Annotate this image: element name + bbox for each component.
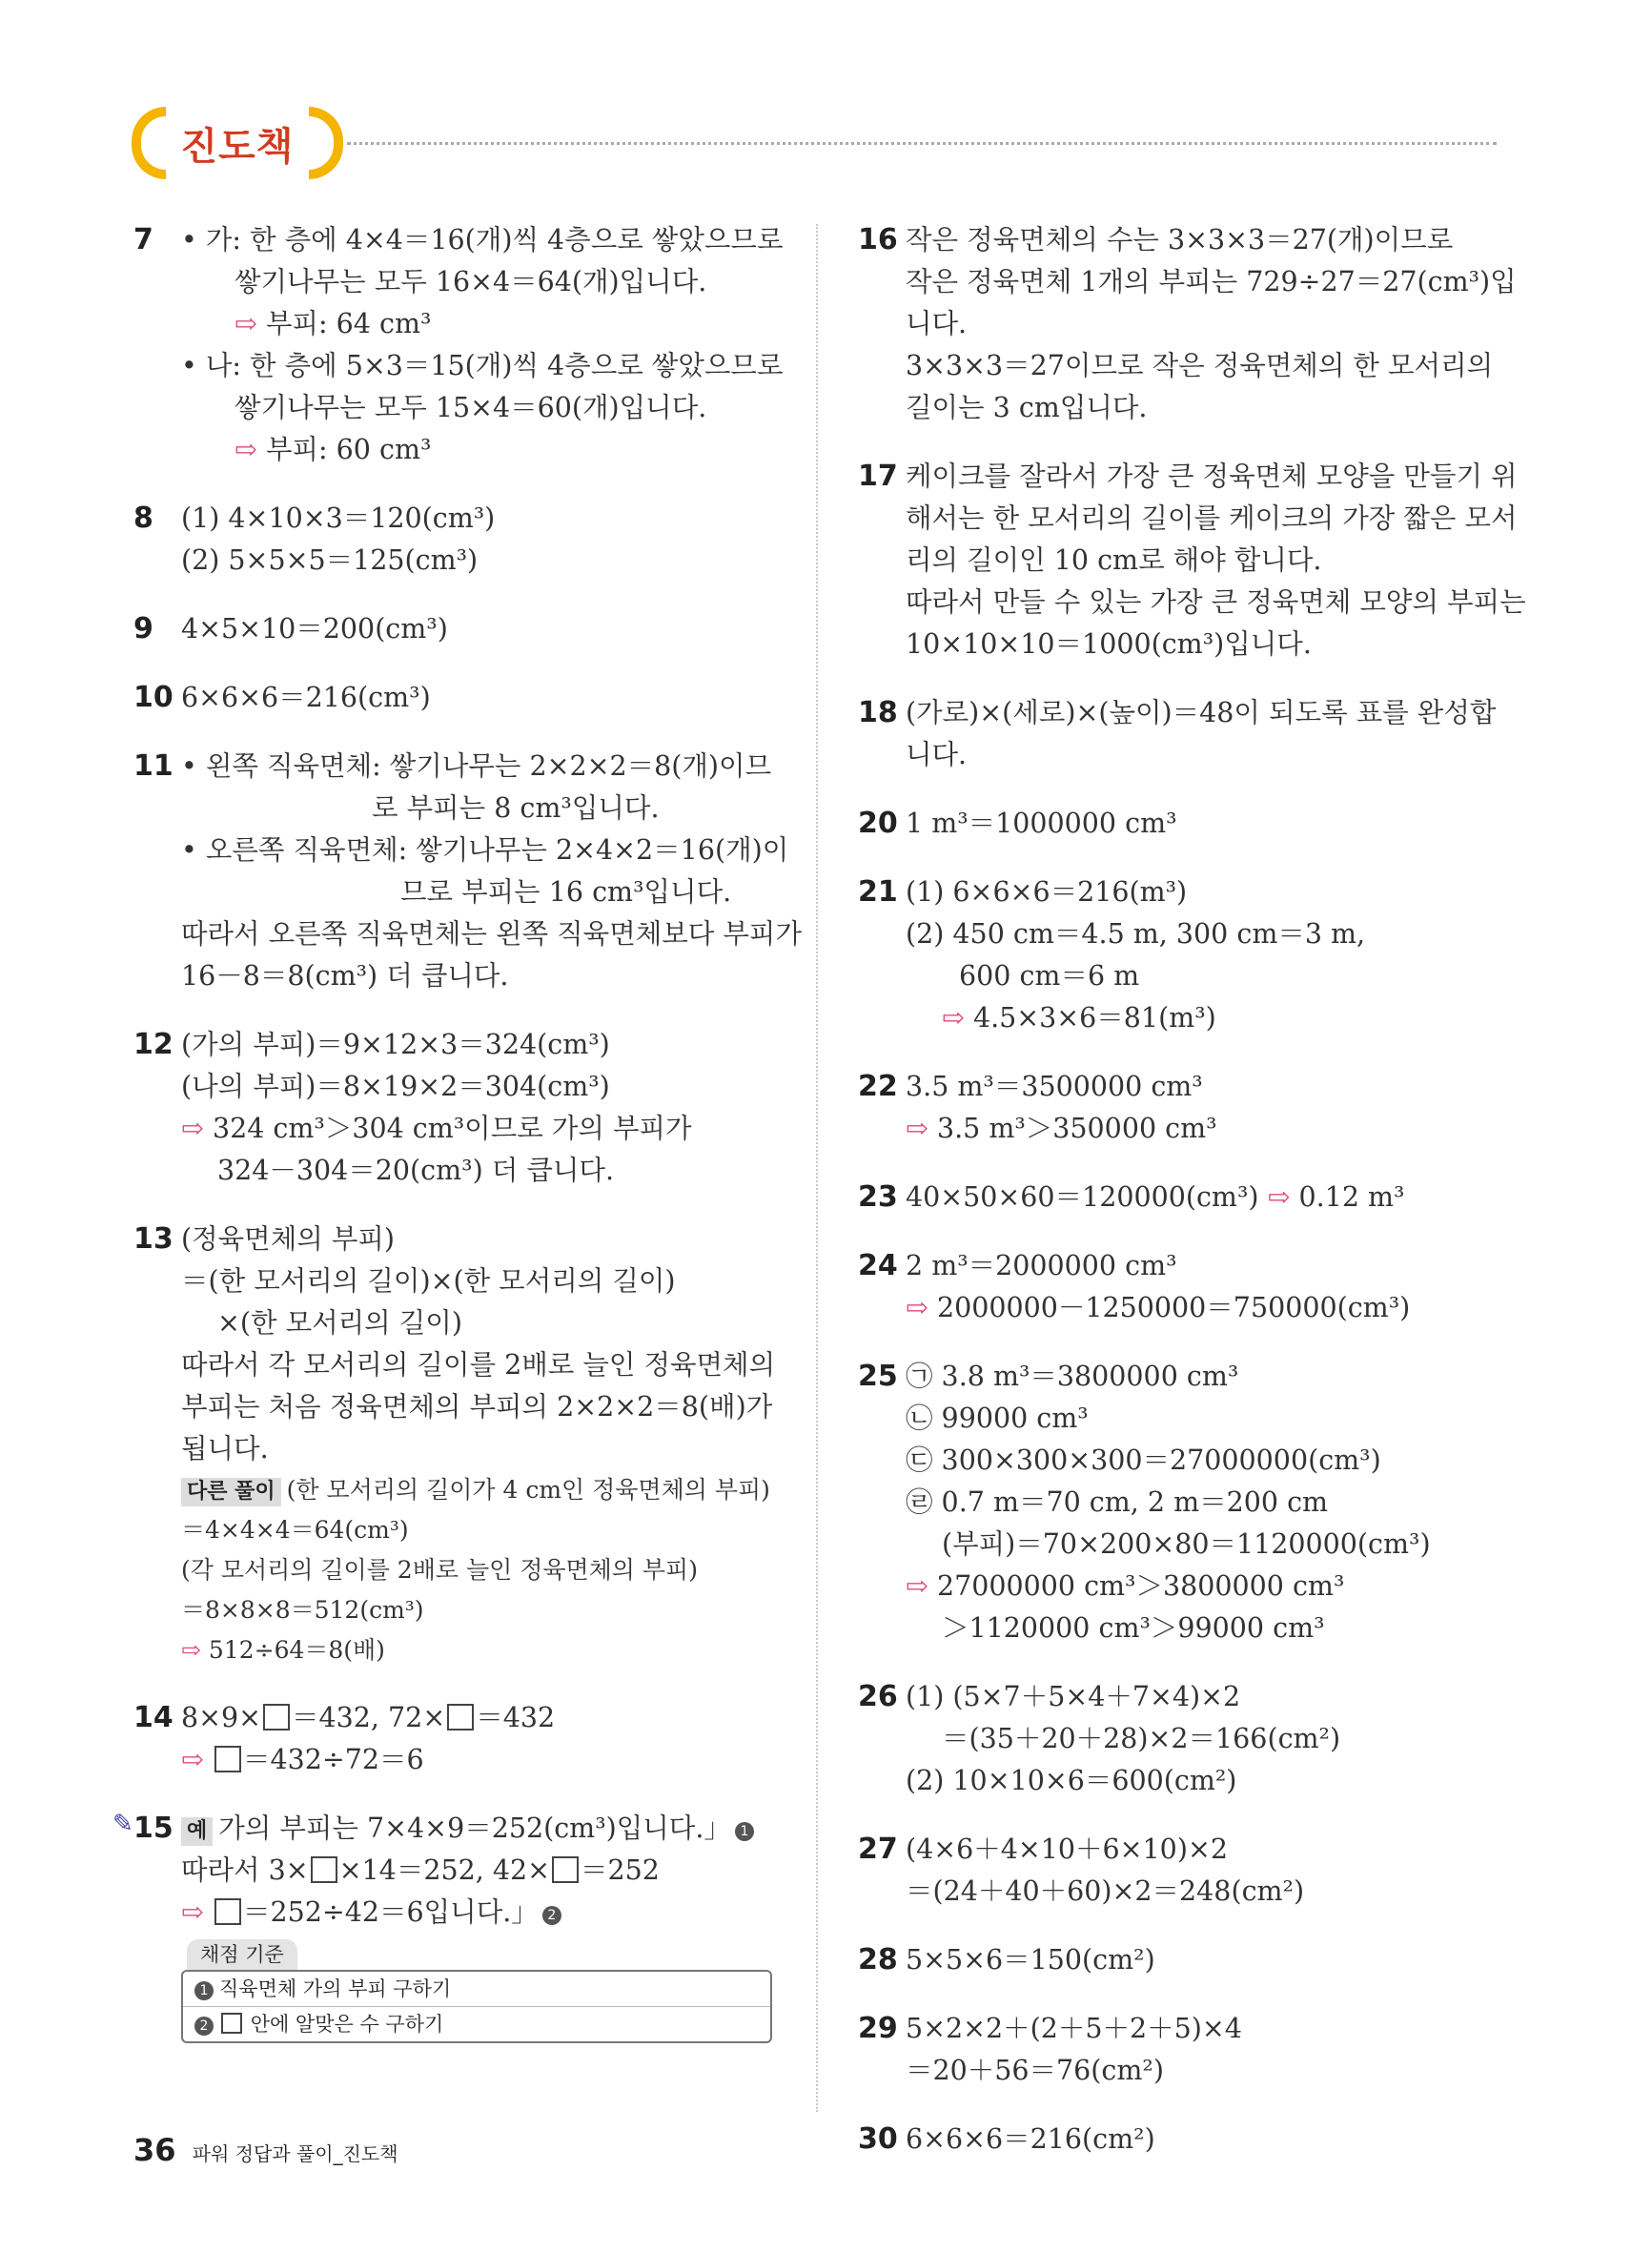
blank-box — [263, 1704, 290, 1731]
answer-line — [906, 1398, 1506, 1440]
answer-number: 17 — [858, 460, 898, 493]
answer-line — [181, 345, 801, 387]
page-number: 36 — [133, 2132, 176, 2168]
answer-number: 11 — [133, 749, 173, 783]
answer-item-29 — [858, 2008, 1506, 2092]
column-divider — [816, 224, 818, 2112]
line-text: 작은 정육면체 1개의 부피는 729÷27＝27(cm³)입 — [906, 266, 1517, 297]
line-text: 니다. — [906, 739, 968, 770]
answer-number: 24 — [858, 1249, 898, 1282]
line-text: ⇨ 부피: 64 cm³ — [235, 308, 432, 339]
answer-line — [181, 1150, 801, 1192]
text-run: 따라서 3× — [181, 1854, 309, 1886]
answer-line — [906, 540, 1506, 582]
line-text: ＞1120000 cm³＞99000 cm³ — [942, 1612, 1325, 1644]
criteria-row — [183, 2006, 770, 2041]
criteria-text: 직육면체 가의 부피 구하기 — [219, 1977, 452, 2000]
answer-number: 16 — [858, 223, 898, 256]
answer-number: 26 — [858, 1680, 898, 1713]
answer-line — [906, 1524, 1506, 1566]
answer-line — [906, 1871, 1506, 1913]
line-text: ⇨ 512÷64＝8(배) — [181, 1636, 385, 1664]
line-text: ㉣ 0.7 m＝70 cm, 2 m＝200 cm — [906, 1486, 1329, 1518]
answer-item-10 — [133, 677, 801, 719]
line-text: 작은 정육면체의 수는 3×3×3＝27(개)이므로 — [906, 224, 1454, 256]
answer-line — [181, 677, 801, 719]
answer-line — [906, 219, 1506, 261]
example-tag: 예 — [181, 1817, 213, 1846]
answer-line — [181, 1590, 801, 1630]
line-text: (4×6＋4×10＋6×10)×2 — [906, 1833, 1228, 1865]
answer-line — [906, 2119, 1506, 2161]
answer-line — [906, 1718, 1506, 1760]
line-text: ⇨ 부피: 60 cm³ — [235, 434, 432, 465]
page-footer — [133, 2132, 398, 2168]
answer-line — [181, 1697, 801, 1739]
line-text: (한 모서리의 길이가 4 cm인 정육면체의 부피) — [286, 1476, 770, 1504]
answer-line — [181, 1892, 801, 1934]
line-text: ＝4×4×4＝64(cm³) — [181, 1516, 409, 1544]
answer-number: 29 — [858, 2012, 898, 2045]
answer-item-12 — [133, 1024, 801, 1192]
text-run: ＝252÷42＝6입니다.」 — [242, 1896, 539, 1928]
line-text: (2) 5×5×5＝125(cm³) — [181, 544, 479, 576]
section-title: 진도책 — [180, 124, 295, 169]
answer-item-24 — [858, 1245, 1506, 1329]
answer-number: 30 — [858, 2122, 898, 2156]
answer-item-14 — [133, 1697, 801, 1781]
line-text: ⇨ 2000000－1250000＝750000(cm³) — [906, 1292, 1411, 1323]
answer-line — [181, 1470, 801, 1510]
left-answer-list — [133, 219, 801, 1670]
answer-number: 28 — [858, 1943, 898, 1976]
answer-line — [181, 1344, 801, 1386]
answer-line — [906, 1440, 1506, 1482]
criteria-text: 안에 알맞은 수 구하기 — [250, 2013, 444, 2036]
line-text: 2 m³＝2000000 cm³ — [906, 1250, 1177, 1281]
line-text: • 가: 한 층에 4×4＝16(개)씩 4층으로 쌓았으므로 — [181, 224, 784, 256]
answer-item-17 — [858, 456, 1526, 666]
line-text: 따라서 오른쪽 직육면체는 왼쪽 직육면체보다 부피가 — [181, 918, 802, 950]
footer-text: 파워 정답과 풀이_진도책 — [192, 2142, 398, 2165]
answer-line — [181, 429, 801, 471]
answer-number: 7 — [133, 223, 153, 256]
line-text: 5×5×6＝150(cm²) — [906, 1944, 1155, 1976]
text-run: ＝432 — [476, 1702, 556, 1733]
answer-item-28 — [858, 1939, 1506, 1981]
answer-item-23 — [858, 1177, 1506, 1219]
line-text: 해서는 한 모서리의 길이를 케이크의 가장 짧은 모서 — [906, 502, 1518, 534]
line-text: ⇨ 4.5×3×6＝81(m³) — [942, 1002, 1216, 1034]
arrow-icon: ⇨ — [181, 1113, 204, 1144]
answer-line — [181, 1808, 801, 1850]
line-text: 1 m³＝1000000 cm³ — [906, 808, 1177, 839]
text-run: ＝432, 72× — [292, 1702, 446, 1733]
step-marker-1: 1 — [735, 1822, 754, 1841]
blank-box — [221, 2013, 242, 2034]
answer-item-16 — [858, 219, 1517, 429]
answer-item-9 — [133, 608, 801, 650]
line-text: ㉠ 3.8 m³＝3800000 cm³ — [906, 1361, 1239, 1392]
text-run: ＝432÷72＝6 — [242, 1744, 424, 1775]
line-text: ＝8×8×8＝512(cm³) — [181, 1596, 424, 1624]
text-run: 가의 부피는 7×4×9＝252(cm³)입니다.」 — [218, 1813, 731, 1844]
answer-item-7 — [133, 219, 801, 471]
line-text: ⇨ 324 cm³＞304 cm³이므로 가의 부피가 — [181, 1113, 692, 1144]
answer-line — [181, 540, 801, 582]
answer-line — [906, 456, 1518, 498]
line-text: 324－304＝20(cm³) 더 큽니다. — [217, 1155, 615, 1186]
answer-line — [181, 746, 801, 788]
answer-number: 22 — [858, 1070, 898, 1103]
answer-number: 15 — [133, 1812, 173, 1845]
step-marker-2: 2 — [542, 1906, 561, 1925]
arrow-icon: ⇨ — [906, 1570, 928, 1602]
answer-item-20 — [858, 803, 1506, 845]
line-text: 길이는 3 cm입니다. — [906, 392, 1148, 423]
answer-line — [906, 1482, 1506, 1524]
answer-line — [181, 955, 801, 997]
arrow-icon: ⇨ — [181, 1896, 213, 1928]
answer-line — [906, 582, 1526, 624]
answer-number: 9 — [133, 612, 153, 645]
step-marker-1: 1 — [194, 1981, 214, 2000]
answer-line — [906, 345, 1506, 387]
answer-item-27 — [858, 1829, 1506, 1913]
line-text: 됩니다. — [181, 1433, 269, 1464]
line-text: 므로 부피는 16 cm³입니다. — [400, 876, 732, 908]
line-text: 따라서 만들 수 있는 가장 큰 정육면체 모양의 부피는 — [906, 586, 1526, 618]
answer-line — [181, 1850, 801, 1892]
answer-line — [181, 871, 801, 913]
line-text: (가로)×(세로)×(높이)＝48이 되도록 표를 완성합 — [906, 697, 1497, 728]
answer-number: 12 — [133, 1028, 173, 1061]
line-text: ＝20＋56＝76(cm²) — [906, 2055, 1164, 2086]
line-text: ⇨ 3.5 m³＞350000 cm³ — [906, 1113, 1217, 1144]
text-run: ＝252 — [580, 1854, 660, 1886]
line-text: ＝(35＋20＋28)×2＝166(cm²) — [942, 1723, 1341, 1754]
answer-line — [906, 1608, 1506, 1649]
answer-line — [906, 1245, 1506, 1287]
answer-line — [906, 803, 1506, 845]
right-answer-list — [858, 219, 1526, 2161]
line-text: 로 부피는 8 cm³입니다. — [372, 792, 660, 824]
answer-line — [906, 387, 1506, 429]
answer-line — [906, 498, 1518, 540]
answer-item-22 — [858, 1066, 1506, 1150]
line-text: (1) (5×7＋5×4＋7×4)×2 — [906, 1681, 1241, 1712]
answer-item-26 — [858, 1676, 1506, 1802]
answer-number: 18 — [858, 696, 898, 729]
answer-number: 10 — [133, 681, 173, 714]
pencil-icon: ✎ — [112, 1810, 133, 1838]
blank-box — [311, 1856, 337, 1883]
text-run: 8×9× — [181, 1702, 262, 1733]
arrow-icon: ⇨ — [906, 1292, 928, 1323]
answer-line — [906, 1829, 1506, 1871]
line-text: 6×6×6＝216(cm³) — [181, 682, 431, 713]
answer-line — [181, 1260, 801, 1302]
answer-line — [181, 608, 801, 650]
blank-box — [214, 1746, 241, 1772]
answer-line — [181, 913, 801, 955]
answer-number: 21 — [858, 875, 898, 909]
arrow-icon: ⇨ — [942, 1002, 965, 1034]
page-header — [132, 105, 1497, 181]
answer-line — [906, 997, 1506, 1039]
arrow-icon: ⇨ — [906, 1113, 928, 1144]
line-text: 쌓기나무는 모두 16×4＝64(개)입니다. — [235, 266, 707, 297]
answer-line — [181, 1386, 801, 1428]
answer-line — [181, 1024, 801, 1066]
answer-line — [181, 1066, 801, 1108]
arrow-icon: ⇨ — [235, 308, 257, 339]
line-text: 부피는 처음 정육면체의 부피의 2×2×2＝8(배)가 — [181, 1391, 773, 1423]
line-text: (가의 부피)＝9×12×3＝324(cm³) — [181, 1029, 610, 1060]
line-text: (2) 10×10×6＝600(cm²) — [906, 1765, 1237, 1796]
arrow-icon: ⇨ — [1267, 1181, 1291, 1213]
line-text: • 오른쪽 직육면체: 쌓기나무는 2×4×2＝16(개)이 — [181, 834, 789, 866]
arrow-icon: ⇨ — [181, 1744, 213, 1775]
answer-line — [906, 1760, 1506, 1802]
line-text: 케이크를 잘라서 가장 큰 정육면체 모양을 만들기 위 — [906, 461, 1518, 492]
answer-line — [906, 734, 1506, 776]
blank-box — [447, 1704, 474, 1731]
step-marker-2: 2 — [194, 2017, 214, 2036]
line-text: 5×2×2＋(2＋5＋2＋5)×4 — [906, 2013, 1242, 2044]
answer-line — [181, 387, 801, 429]
answer-item-13 — [133, 1219, 801, 1670]
blank-box — [552, 1856, 579, 1883]
answer-line — [906, 1177, 1506, 1219]
line-text: ×(한 모서리의 길이) — [217, 1307, 462, 1339]
answer-number: 14 — [133, 1701, 173, 1734]
answer-number: 20 — [858, 807, 898, 840]
answer-line — [906, 692, 1506, 734]
answer-line — [906, 2050, 1506, 2092]
left-column — [112, 219, 802, 2070]
line-text: (1) 6×6×6＝216(m³) — [906, 876, 1188, 908]
line-text: ㉡ 99000 cm³ — [906, 1403, 1089, 1434]
answer-item-18 — [858, 692, 1506, 776]
answer-line — [181, 261, 801, 303]
alternate-solution-tag: 다른 풀이 — [181, 1478, 281, 1506]
answer-line — [906, 1066, 1506, 1108]
arrow-icon: ⇨ — [235, 434, 257, 465]
answer-number: 27 — [858, 1833, 898, 1866]
line-text: ⇨ 27000000 cm³＞3800000 cm³ — [906, 1570, 1345, 1602]
answer-line — [181, 1550, 801, 1590]
answer-line — [906, 1108, 1506, 1150]
answer-line — [181, 1302, 801, 1344]
line-text: • 왼쪽 직육면체: 쌓기나무는 2×2×2＝8(개)이므 — [181, 750, 772, 782]
line-text: 10×10×10＝1000(cm³)입니다. — [906, 628, 1312, 660]
answer-line — [181, 1219, 801, 1260]
answer-line — [906, 871, 1506, 913]
answer-line — [181, 1108, 801, 1150]
answer-line — [906, 261, 1517, 303]
text-run: ×14＝252, 42× — [338, 1854, 550, 1886]
answer-line — [181, 1510, 801, 1550]
answer-item-11 — [133, 746, 801, 997]
blank-box — [214, 1898, 241, 1925]
answer-line — [181, 1428, 801, 1470]
header-divider — [347, 142, 1497, 145]
answer-item-25 — [858, 1356, 1506, 1649]
answer-line — [181, 303, 801, 345]
answer-number: 8 — [133, 502, 153, 535]
line-text: 600 cm＝6 m — [959, 960, 1140, 992]
line-text: 40×50×60＝120000(cm³) ⇨ 0.12 m³ — [906, 1181, 1405, 1213]
answer-line — [906, 2008, 1506, 2050]
line-text: (1) 4×10×3＝120(cm³) — [181, 502, 496, 534]
line-text: 쌓기나무는 모두 15×4＝60(개)입니다. — [235, 392, 707, 423]
right-column — [858, 219, 1526, 2187]
criteria-title: 채점 기준 — [187, 1939, 297, 1970]
answer-line — [906, 1939, 1506, 1981]
arrow-icon: ⇨ — [181, 1636, 201, 1664]
answer-line — [906, 1287, 1506, 1329]
answer-number: 23 — [858, 1180, 898, 1214]
criteria-box — [181, 1970, 772, 2043]
line-text: • 나: 한 층에 5×3＝15(개)씩 4층으로 쌓았으므로 — [181, 350, 784, 381]
answer-item-30 — [858, 2119, 1506, 2161]
answer-item-21 — [858, 871, 1506, 1039]
answer-line — [906, 955, 1506, 997]
answer-item-8 — [133, 498, 801, 582]
answer-line — [181, 219, 801, 261]
line-text: 6×6×6＝216(cm²) — [906, 2123, 1155, 2155]
answer-line — [906, 1676, 1506, 1718]
answer-number: 25 — [858, 1360, 898, 1393]
answer-line — [906, 1566, 1506, 1608]
line-text: (2) 450 cm＝4.5 m, 300 cm＝3 m, — [906, 918, 1366, 950]
line-text: ＝(24＋40＋60)×2＝248(cm²) — [906, 1875, 1305, 1907]
answer-line — [181, 1739, 801, 1781]
line-text: 따라서 각 모서리의 길이를 2배로 늘인 정육면체의 — [181, 1349, 776, 1381]
line-text: (부피)＝70×200×80＝1120000(cm³) — [942, 1528, 1431, 1560]
answer-number: 13 — [133, 1222, 173, 1256]
answer-item-15 — [112, 1808, 801, 2043]
line-text: 리의 길이인 10 cm로 해야 합니다. — [906, 544, 1322, 576]
section-badge — [132, 105, 343, 181]
line-text: 3.5 m³＝3500000 cm³ — [906, 1071, 1203, 1102]
answer-line — [181, 1630, 801, 1670]
line-text: 16－8＝8(cm³) 더 큽니다. — [181, 960, 509, 992]
line-text: (나의 부피)＝8×19×2＝304(cm³) — [181, 1071, 610, 1102]
right-bracket-shape — [309, 107, 343, 179]
grading-criteria — [181, 1939, 772, 2043]
answer-line — [906, 303, 1506, 345]
answer-line — [906, 1356, 1506, 1398]
answer-line — [181, 830, 801, 871]
line-text: ＝(한 모서리의 길이)×(한 모서리의 길이) — [181, 1265, 676, 1297]
answer-line — [181, 788, 801, 830]
line-text: 니다. — [906, 308, 968, 339]
answer-line — [906, 913, 1506, 955]
line-text: (정육면체의 부피) — [181, 1223, 396, 1255]
criteria-row — [183, 1972, 770, 2006]
answer-line — [181, 498, 801, 540]
line-text: (각 모서리의 길이를 2배로 늘인 정육면체의 부피) — [181, 1556, 698, 1584]
answer-line — [906, 624, 1506, 666]
line-text: 3×3×3＝27이므로 작은 정육면체의 한 모서리의 — [906, 350, 1494, 381]
left-bracket-shape — [132, 107, 166, 179]
line-text: ㉢ 300×300×300＝27000000(cm³) — [906, 1444, 1381, 1476]
line-text: 4×5×10＝200(cm³) — [181, 613, 448, 645]
